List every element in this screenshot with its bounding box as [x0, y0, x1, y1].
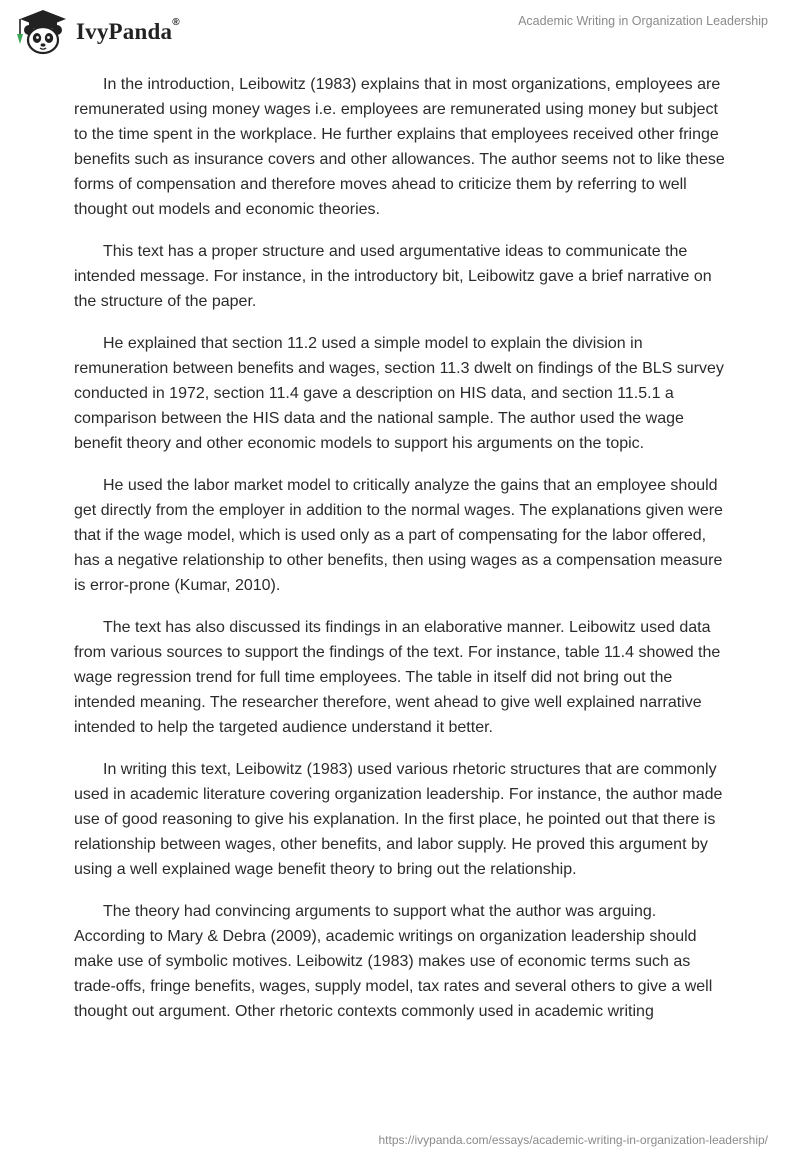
- paragraph-6: In writing this text, Leibowitz (1983) used various rhetoric structures that are commonly used in academic literature covering organization leadership. For instance, the author made use of good reasoning to give his explanation. In the first place, he pointed out that there is relationship between wages, other benefits, and labor supply. He proved this argument by using a well explained wage benefit theory to bring out the relationship.: [74, 761, 723, 878]
- registered-mark: ®: [172, 17, 180, 28]
- paragraph-1: In the introduction, Leibowitz (1983) explains that in most organizations, employees are remunerated using money wages i.e. employees are remunerated using money but subject to the time spent in the workplace. He further explains that employees received other fringe benefits such as insurance covers and other allowances. The author seems not to like these forms of compensation and therefore moves ahead to criticize them by referring to well thought out models and economic theories.: [74, 76, 725, 218]
- paragraph-7: The theory had convincing arguments to support what the author was arguing. According to Mary & Debra (2009), academic writings on organization leadership should make use of symbolic motives. Leibowitz (1983) makes use of economic terms such as trade-offs, fringe benefits, wages, supply model, tax rates and several others to give a well thought out argument. Other rhetoric contexts commonly used in academic writing: [74, 903, 713, 1020]
- source-url-link[interactable]: https://ivypanda.com/essays/academic-writing-in-organization-leadership/: [378, 1133, 768, 1147]
- document-title: Academic Writing in Organization Leadership: [518, 14, 768, 28]
- essay-body: [74, 72, 730, 1041]
- paragraph-5: The text has also discussed its findings in an elaborative manner. Leibowitz used data from various sources to support the findings of the text. For instance, table 11.4 showed the wage regression trend for full time employees. The table in itself did not bring out the intended meaning. The researcher therefore, went ahead to give well explained narrative intended to help the targeted audience understand it better.: [74, 619, 721, 736]
- panda-graduate-icon: [14, 8, 72, 56]
- paragraph-2: This text has a proper structure and used argumentative ideas to communicate the intended message. For instance, in the introductory bit, Leibowitz gave a brief narrative on the structure of the paper.: [74, 243, 712, 310]
- paragraph-4: He used the labor market model to critically analyze the gains that an employee should get directly from the employer in addition to the normal wages. The explanations given were that if the wage model, which is used only as a part of compensating for the labor offered, has a negative relationship to other benefits, then using wages as a compensation measure is error-prone (Kumar, 2010).: [74, 477, 723, 594]
- ivypanda-logo[interactable]: [14, 8, 180, 56]
- brand-name: IvyPanda®: [76, 17, 180, 44]
- paragraph-3: He explained that section 11.2 used a simple model to explain the division in remuneration between benefits and wages, section 11.3 dwelt on findings of the BLS survey conducted in 1972, section 11.4 gave a description on HIS data, and section 11.5.1 a comparison between the HIS data and the national sample. The author used the wage benefit theory and other economic models to support his arguments on the topic.: [74, 335, 724, 452]
- page-header: [0, 0, 800, 64]
